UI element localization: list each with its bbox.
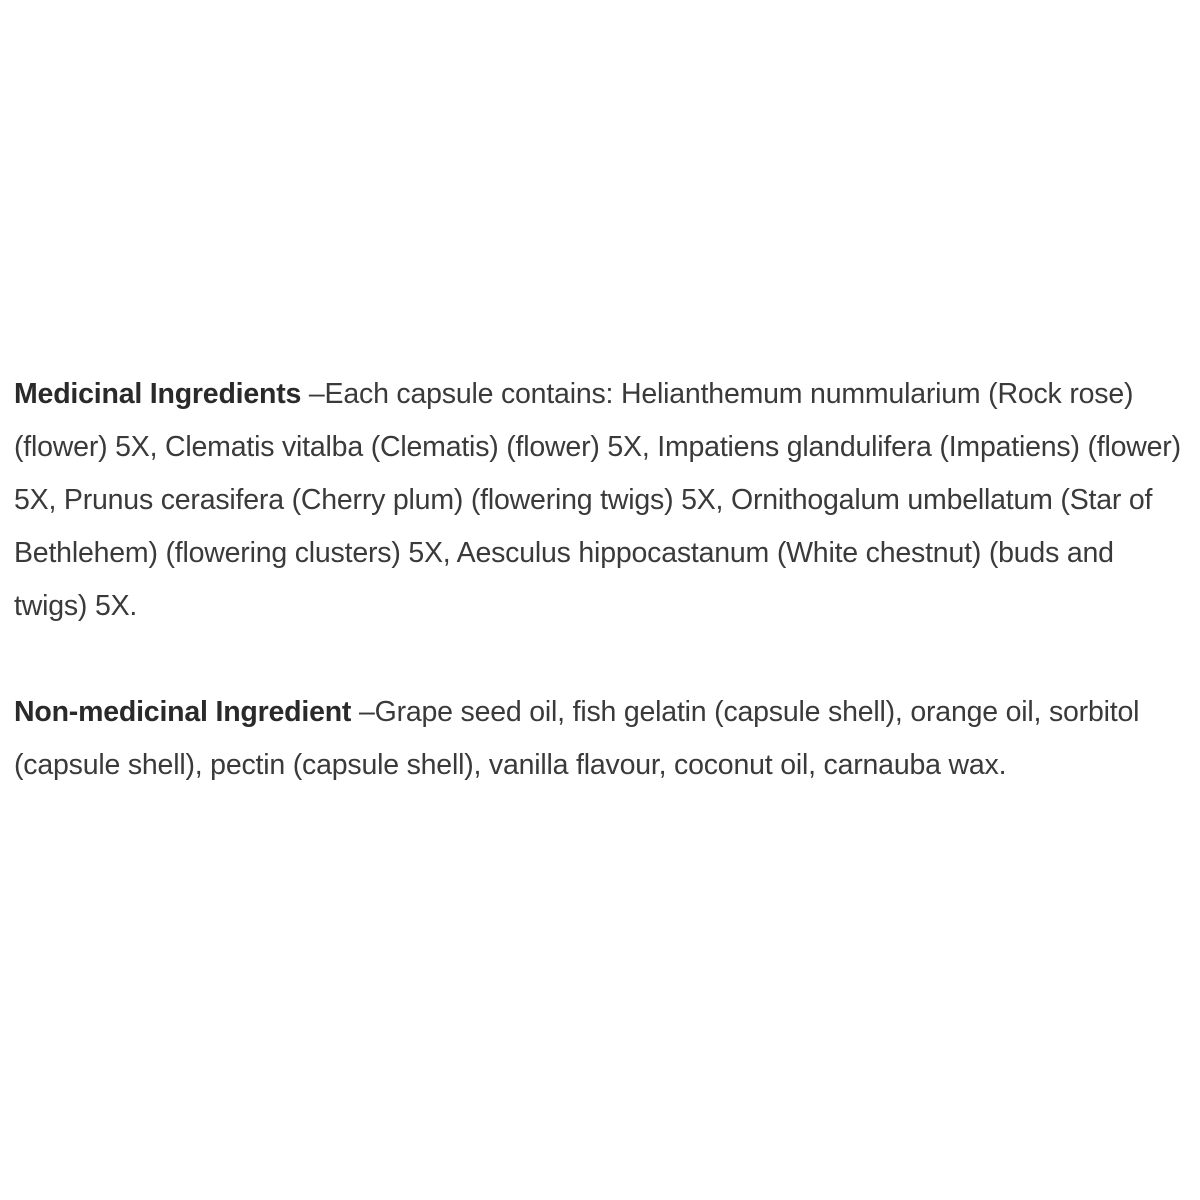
non-medicinal-ingredient-paragraph (14, 686, 1194, 792)
medicinal-ingredients-text: –Each capsule contains: Helianthemum nummularium (Rock rose) (flower) 5X, Clematis vitalba (Clematis) (flower) 5X, Impatiens glandulifera (Impatiens) (flower) 5X, Prunus cerasifera (Cherry plum) (flowering twigs) 5X, Ornithogalum umbellatum (Star of Bethlehem) (flowering clusters) 5X, Aesculus hippocastanum (White chestnut) (buds and twigs) 5X. (14, 378, 1181, 622)
medicinal-ingredients-heading: Medicinal Ingredients (14, 378, 302, 410)
non-medicinal-ingredient-text: –Grape seed oil, fish gelatin (capsule shell), orange oil, sorbitol (capsule shell), pectin (capsule shell), vanilla flavour, coconut oil, carnauba wax. (14, 696, 1140, 781)
non-medicinal-ingredient-heading: Non-medicinal Ingredient (14, 696, 352, 728)
ingredients-content (14, 368, 1194, 792)
medicinal-ingredients-paragraph (14, 368, 1194, 633)
